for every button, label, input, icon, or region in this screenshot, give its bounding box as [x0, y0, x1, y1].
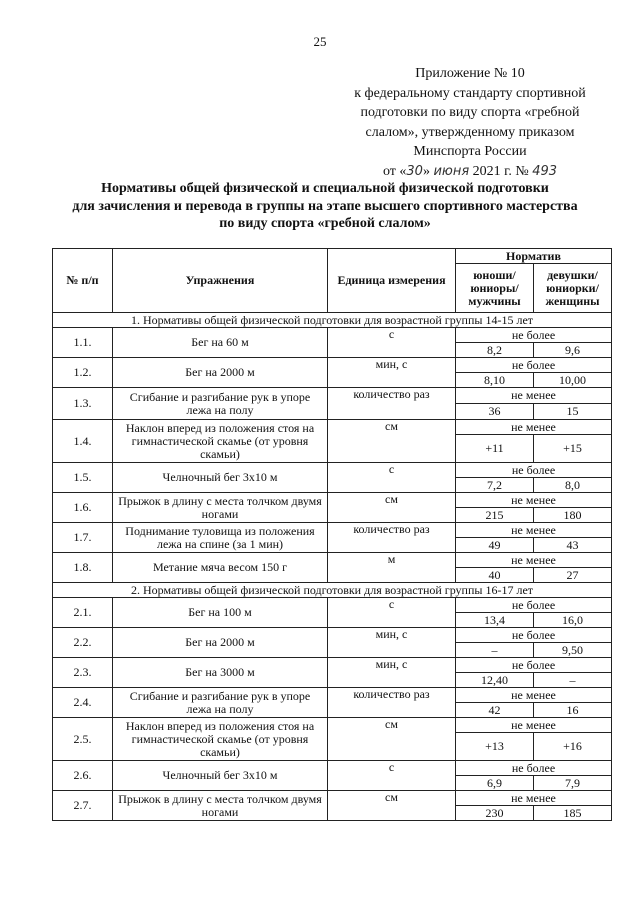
unit: см — [328, 493, 456, 523]
norm-condition: не менее — [456, 553, 612, 568]
unit: мин, с — [328, 358, 456, 388]
table-row — [53, 420, 612, 435]
norm-condition: не более — [456, 761, 612, 776]
unit: мин, с — [328, 658, 456, 688]
appendix-line: Минспорта России — [413, 144, 527, 159]
header-exercise: Упражнения — [113, 249, 328, 313]
norm-condition: не более — [456, 598, 612, 613]
value-female: 15 — [534, 404, 612, 420]
exercise-name: Метание мяча весом 150 г — [113, 553, 328, 583]
norm-condition: не более — [456, 463, 612, 478]
row-number: 2.3. — [53, 658, 113, 688]
exercise-name: Челночный бег 3x10 м — [113, 463, 328, 493]
row-number: 1.2. — [53, 358, 113, 388]
section-title: 1. Нормативы общей физической подготовки для возрастной группы 14-15 лет — [53, 313, 612, 328]
appendix-line: к федеральному стандарту спортивной — [354, 85, 586, 101]
unit: с — [328, 761, 456, 791]
table-row — [53, 463, 612, 478]
table-row — [53, 553, 612, 568]
unit: см — [328, 718, 456, 761]
value-female: 27 — [534, 568, 612, 583]
header-norm: Норматив — [456, 249, 612, 264]
exercise-name: Бег на 60 м — [113, 328, 328, 358]
appendix-block — [330, 64, 610, 181]
unit: с — [328, 463, 456, 493]
exercise-name: Прыжок в длину с места толчком двумя ногами — [113, 493, 328, 523]
page-number: 25 — [313, 34, 327, 49]
row-number: 1.4. — [53, 420, 113, 463]
value-female: – — [534, 673, 612, 688]
value-male: 42 — [456, 703, 534, 718]
value-male: 49 — [456, 538, 534, 553]
value-female: 9,50 — [534, 643, 612, 658]
exercise-name: Прыжок в длину с места толчком двумя ногами — [113, 791, 328, 821]
table-row — [53, 328, 612, 343]
unit: количество раз — [328, 388, 456, 420]
value-male: 8,2 — [456, 343, 534, 358]
norm-condition: не менее — [456, 388, 612, 404]
value-male: 6,9 — [456, 776, 534, 791]
exercise-name: Бег на 100 м — [113, 598, 328, 628]
unit: количество раз — [328, 523, 456, 553]
row-number: 2.7. — [53, 791, 113, 821]
handwritten-month: июня — [433, 163, 470, 179]
value-female: 180 — [534, 508, 612, 523]
section-title: 2. Нормативы общей физической подготовки для возрастной группы 16-17 лет — [53, 583, 612, 598]
value-female: 16 — [534, 703, 612, 718]
norm-condition: не более — [456, 658, 612, 673]
appendix-line: слалом», утвержденному приказом — [365, 124, 575, 140]
table-row — [53, 718, 612, 733]
exercise-name: Челночный бег 3x10 м — [113, 761, 328, 791]
value-female: 16,0 — [534, 613, 612, 628]
unit: с — [328, 598, 456, 628]
document-title: Нормативы общей физической и специальной физической подготовки для зачисления и перевода в группы на этапе высшего спортивного мастерства по виду спорта «гребной слалом» — [72, 181, 578, 231]
table-row — [53, 598, 612, 613]
norm-condition: не менее — [456, 493, 612, 508]
norms-table-body — [53, 313, 612, 821]
unit: мин, с — [328, 628, 456, 658]
value-female: 185 — [534, 806, 612, 821]
handwritten-day: 30 — [406, 163, 423, 179]
row-number: 2.2. — [53, 628, 113, 658]
exercise-name: Бег на 2000 м — [113, 628, 328, 658]
unit: количество раз — [328, 688, 456, 718]
unit: см — [328, 420, 456, 463]
handwritten-number: 493 — [532, 163, 558, 179]
row-number: 1.6. — [53, 493, 113, 523]
unit: м — [328, 553, 456, 583]
unit: см — [328, 791, 456, 821]
norms-table — [52, 248, 612, 821]
appendix-title: Приложение № 10 — [415, 66, 525, 81]
value-male: – — [456, 643, 534, 658]
table-row — [53, 761, 612, 776]
value-male: +13 — [456, 733, 534, 761]
row-number: 2.4. — [53, 688, 113, 718]
header-female: девушки/ юниорки/ женщины — [534, 264, 612, 313]
value-male: 36 — [456, 404, 534, 420]
value-male: 215 — [456, 508, 534, 523]
row-number: 1.3. — [53, 388, 113, 420]
value-female: 8,0 — [534, 478, 612, 493]
header-male: юноши/ юниоры/ мужчины — [456, 264, 534, 313]
header-unit: Единица измерения — [328, 249, 456, 313]
value-male: 40 — [456, 568, 534, 583]
norm-condition: не менее — [456, 791, 612, 806]
table-row — [53, 523, 612, 538]
exercise-name: Бег на 3000 м — [113, 658, 328, 688]
table-row — [53, 388, 612, 404]
row-number: 1.7. — [53, 523, 113, 553]
row-number: 2.1. — [53, 598, 113, 628]
table-row — [53, 791, 612, 806]
value-female: +15 — [534, 435, 612, 463]
value-male: +11 — [456, 435, 534, 463]
exercise-name: Поднимание туловища из положения лежа на спине (за 1 мин) — [113, 523, 328, 553]
exercise-name: Наклон вперед из положения стоя на гимнастической скамье (от уровня скамьи) — [113, 420, 328, 463]
table-row — [53, 358, 612, 373]
exercise-name: Сгибание и разгибание рук в упоре лежа на полу — [113, 688, 328, 718]
row-number: 1.1. — [53, 328, 113, 358]
appendix-date-line: от «30» июня 2021 г. № 493 — [382, 163, 558, 179]
norm-condition: не менее — [456, 688, 612, 703]
norm-condition: не более — [456, 358, 612, 373]
value-male: 12,40 — [456, 673, 534, 688]
value-male: 8,10 — [456, 373, 534, 388]
norm-condition: не более — [456, 328, 612, 343]
norm-condition: не более — [456, 628, 612, 643]
table-row — [53, 493, 612, 508]
value-female: 7,9 — [534, 776, 612, 791]
value-male: 7,2 — [456, 478, 534, 493]
appendix-line: подготовки по виду спорта «гребной — [360, 105, 580, 120]
value-female: 10,00 — [534, 373, 612, 388]
exercise-name: Бег на 2000 м — [113, 358, 328, 388]
norm-condition: не менее — [456, 420, 612, 435]
exercise-name: Сгибание и разгибание рук в упоре лежа на полу — [113, 388, 328, 420]
value-female: +16 — [534, 733, 612, 761]
row-number: 1.5. — [53, 463, 113, 493]
row-number: 1.8. — [53, 553, 113, 583]
row-number: 2.6. — [53, 761, 113, 791]
table-row — [53, 628, 612, 643]
value-female: 43 — [534, 538, 612, 553]
table-row — [53, 688, 612, 703]
table-row — [53, 658, 612, 673]
unit: с — [328, 328, 456, 358]
row-number: 2.5. — [53, 718, 113, 761]
value-female: 9,6 — [534, 343, 612, 358]
header-num: № п/п — [53, 249, 113, 313]
value-male: 13,4 — [456, 613, 534, 628]
exercise-name: Наклон вперед из положения стоя на гимнастической скамье (от уровня скамьи) — [113, 718, 328, 761]
norm-condition: не менее — [456, 523, 612, 538]
value-male: 230 — [456, 806, 534, 821]
norm-condition: не менее — [456, 718, 612, 733]
